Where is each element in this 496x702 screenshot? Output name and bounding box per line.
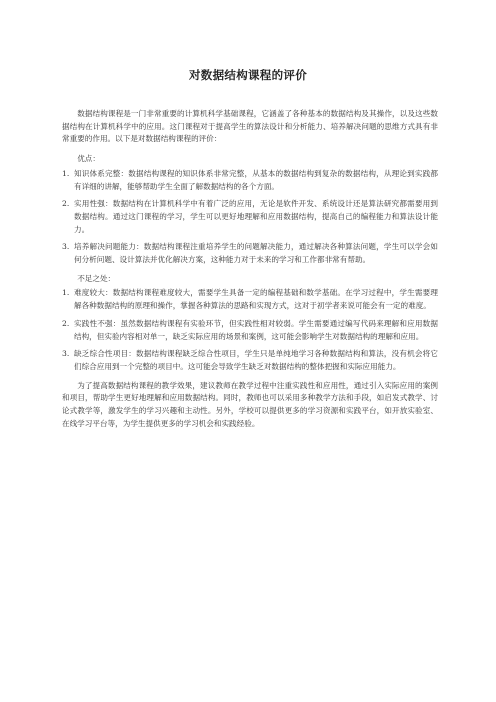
list-item: [62, 287, 438, 312]
list-number: 1.: [62, 288, 70, 298]
list-number: 3.: [62, 242, 70, 252]
document-title: 对数据结构课程的评价: [189, 68, 307, 82]
pros-heading: 优点：: [77, 154, 100, 164]
list-item: [62, 241, 438, 266]
list-item-text: 难度较大：数据结构课程难度较大，需要学生具备一定的编程基础和数学基础。在学习过程中，学生需要理解各种数据结构的原理和操作，掌握各种算法的思路和实现方式，这对于初学者来说可能会有一定的难度。: [74, 288, 438, 311]
list-number: 3.: [62, 349, 70, 359]
document-body: [62, 108, 438, 437]
list-item: [62, 348, 438, 373]
list-item-text: 实用性强：数据结构在计算机科学中有着广泛的应用，无论是软件开发、系统设计还是算法研究都需要用到数据结构。通过这门课程的学习，学生可以更好地理解和应用数据结构，提高自己的编程能力和算法设计能力。: [74, 199, 438, 234]
list-number: 1.: [62, 168, 70, 178]
list-number: 2.: [62, 318, 70, 328]
closing-paragraph: 为了提高数据结构课程的教学效果，建议教师在教学过程中注重实践性和应用性，通过引入实际应用的案例和项目，帮助学生更好地理解和应用数据结构。同时，教师也可以采用多种教学方法和手段，如启发式教学、讨论式教学等，激发学生的学习兴趣和主动性。另外，学校可以提供更多的学习资源和实践平台，如开放实验室、在线学习平台等，为学生提供更多的学习机会和实践经验。: [62, 380, 438, 428]
list-item-text: 培养解决问题能力：数据结构课程注重培养学生的问题解决能力，通过解决各种算法问题，学生可以学会如何分析问题、设计算法并优化解决方案，这种能力对于未来的学习和工作都非常有帮助。: [74, 242, 438, 265]
list-item-text: 知识体系完整：数据结构课程的知识体系非常完整，从基本的数据结构到复杂的数据结构，从理论到实践都有详细的讲解，能够帮助学生全面了解数据结构的各个方面。: [74, 168, 438, 191]
list-item-text: 缺乏综合性项目：数据结构课程缺乏综合性项目，学生只是单纯地学习各种数据结构和算法，没有机会将它们综合应用到一个完整的项目中。这可能会导致学生缺乏对数据结构的整体把握和实际应用能力。: [74, 349, 438, 371]
cons-list: [62, 287, 438, 373]
list-item: [62, 318, 438, 343]
list-item: [62, 198, 438, 236]
list-number: 2.: [62, 199, 70, 209]
list-item: [62, 168, 438, 193]
pros-list: [62, 168, 438, 267]
list-item-text: 实践性不强：虽然数据结构课程有实验环节，但实践性相对较弱。学生需要通过编写代码来理解和应用数据结构，但实验内容相对单一，缺乏实际应用的场景和案例，这可能会影响学生对数据结构的理解和应用。: [74, 318, 438, 341]
intro-paragraph: 数据结构课程是一门非常重要的计算机科学基础课程，它涵盖了各种基本的数据结构及其操作，以及这些数据结构在计算机科学中的应用。这门课程对于提高学生的算法设计和分析能力、培养解决问题的思维方式具有非常重要的作用。以下是对数据结构课程的评价：: [62, 109, 438, 144]
cons-heading: 不足之处：: [77, 273, 116, 283]
